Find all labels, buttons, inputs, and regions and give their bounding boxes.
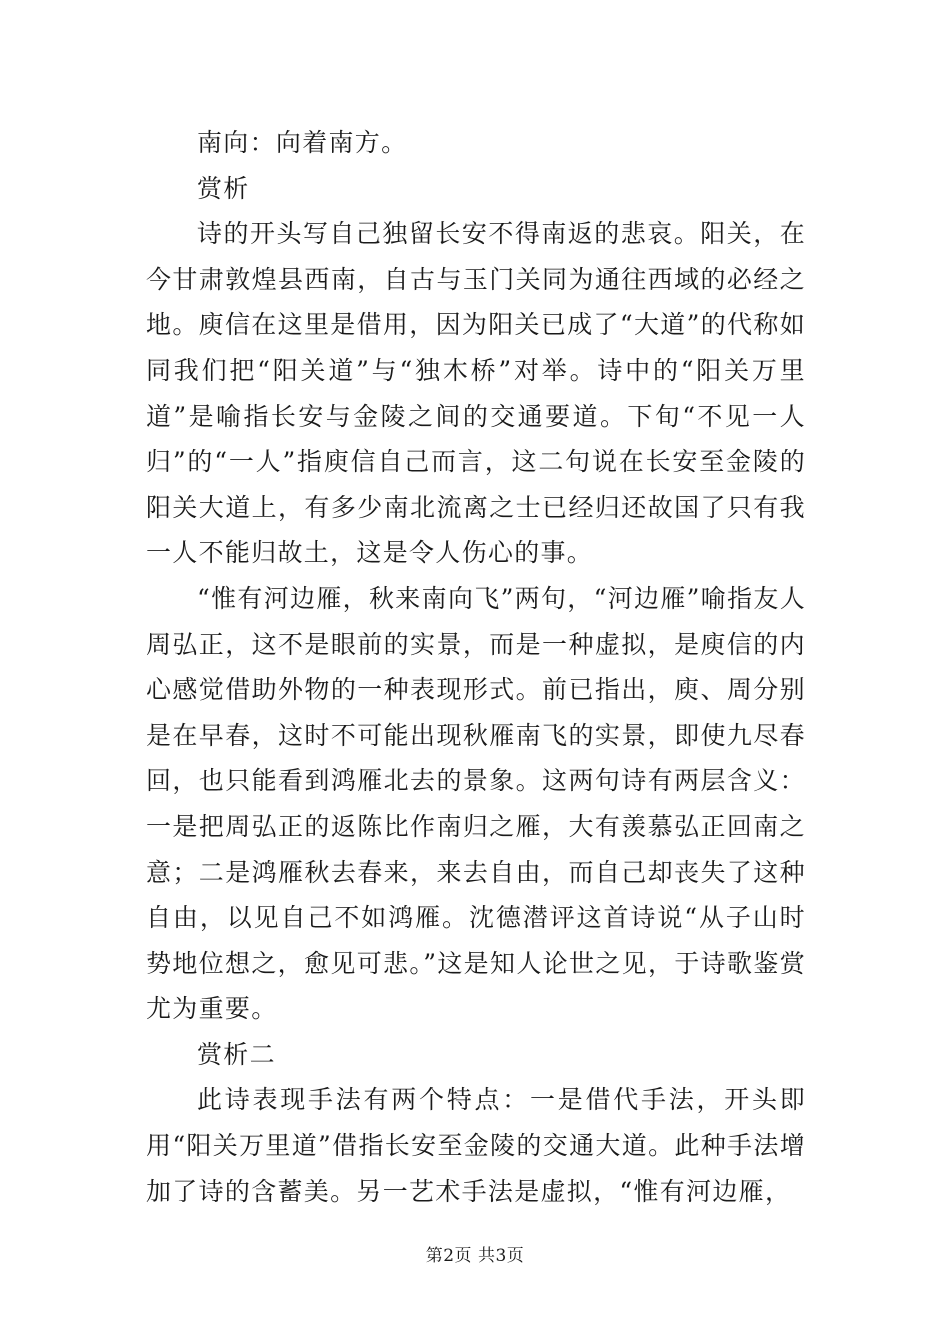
page-number-footer: 第2页 共3页 bbox=[425, 1246, 525, 1266]
body-paragraph: 此诗表现手法有两个特点：一是借代手法，开头即用“阳关万里道”借指长安至金陵的交通大道。此种手法增加了诗的含蓄美。另一艺术手法是虚拟，“惟有河边雁， bbox=[146, 1085, 806, 1206]
body-paragraph: 诗的开头写自己独留长安不得南返的悲哀。阳关，在今甘肃敦煌县西南，自古与玉门关同为通往西域的必经之地。庾信在这里是借用，因为阳关已成了“大道”的代称如同我们把“阳关道”与“独木桥”对举。诗中的“阳关万里道”是喻指长安与金陵之间的交通要道。下旬“不见一人归”的“一人”指庾信自己而言，这二句说在长安至金陵的阳关大道上，有多少南北流离之士已经归还故国了只有我一人不能归故土，这是令人伤心的事。 bbox=[146, 219, 806, 568]
section-heading-appreciation: 赏析 bbox=[197, 173, 250, 203]
definition-line: 南向：向着南方。 bbox=[197, 128, 408, 157]
document-body bbox=[146, 120, 806, 1214]
body-paragraph: “惟有河边雁，秋来南向飞”两句，“河边雁”喻指友人周弘正，这不是眼前的实景，而是一种虚拟，是庾信的内心感觉借助外物的一种表现形式。前已指出，庾、周分别是在早春，这时不可能出现秋雁南飞的实景，即使九尽春回，也只能看到鸿雁北去的景象。这两句诗有两层含义：一是把周弘正的返陈比作南归之雁，大有羡慕弘正回南之意；二是鸿雁秋去春来，来去自由，而自己却丧失了这种自由，以见自己不如鸿雁。沈德潜评这首诗说“从子山时势地位想之，愈见可悲。”这是知人论世之见，于诗歌鉴赏尤为重要。 bbox=[146, 583, 806, 1024]
section-heading-appreciation-two: 赏析二 bbox=[197, 1039, 276, 1069]
